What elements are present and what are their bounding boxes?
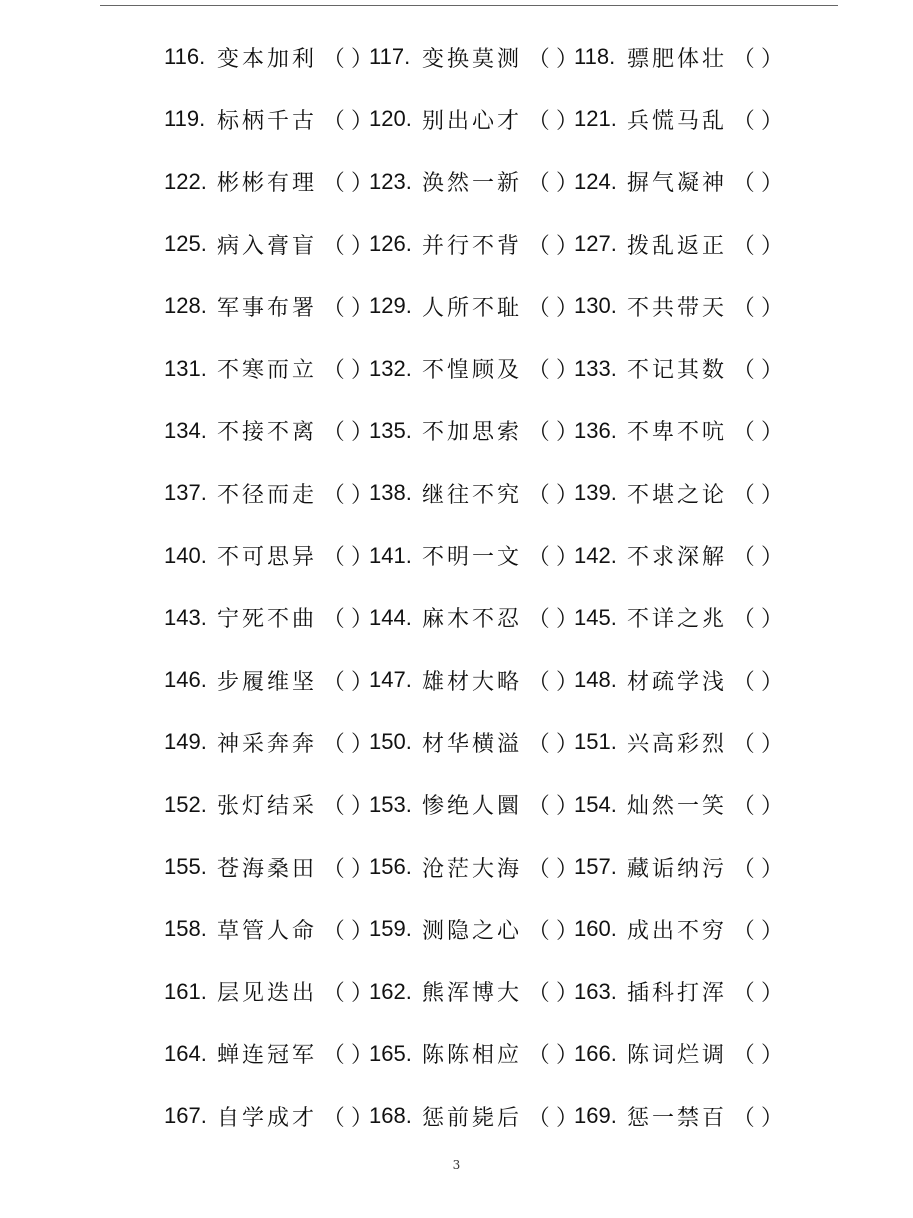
answer-blank-close: ） (351, 295, 374, 321)
item-number: 133. (574, 355, 617, 381)
idiom-text: 不可思异 (217, 545, 318, 571)
answer-blank-open: （ (527, 669, 551, 695)
exercise-item (369, 415, 579, 446)
answer-blank-close: ） (556, 482, 579, 508)
idiom-text: 惩前毙后 (422, 1105, 523, 1131)
item-number: 140. (164, 542, 207, 568)
item-number: 159. (369, 916, 412, 942)
exercise-item (164, 602, 374, 633)
idiom-text: 不明一文 (422, 545, 523, 571)
answer-blank-open: （ (527, 981, 551, 1007)
answer-blank-close: ） (761, 171, 784, 197)
item-number: 162. (369, 978, 412, 1004)
item-number: 137. (164, 480, 207, 506)
answer-blank-open: （ (322, 607, 346, 633)
answer-blank-open: （ (732, 981, 756, 1007)
idiom-text: 不径而走 (217, 482, 318, 508)
page-number: 3 (452, 1158, 461, 1172)
exercise-row (164, 26, 804, 88)
exercise-item (369, 353, 579, 384)
item-number: 123. (369, 168, 412, 194)
exercise-item (164, 166, 374, 197)
answer-blank-close: ） (556, 981, 579, 1007)
answer-blank-open: （ (732, 794, 756, 820)
answer-blank-close: ） (351, 46, 374, 72)
answer-blank-close: ） (761, 295, 784, 321)
item-number: 138. (369, 480, 412, 506)
exercise-row (164, 275, 804, 337)
item-number: 132. (369, 355, 412, 381)
exercise-item (164, 42, 374, 73)
answer-blank-open: （ (322, 295, 346, 321)
exercise-item (164, 1038, 374, 1069)
idiom-text: 军事布署 (217, 295, 318, 321)
exercise-row (164, 88, 804, 150)
idiom-text: 插科打浑 (627, 981, 728, 1007)
answer-blank-open: （ (322, 856, 346, 882)
answer-blank-open: （ (732, 731, 756, 757)
answer-blank-close: ） (351, 171, 374, 197)
answer-blank-close: ） (351, 607, 374, 633)
answer-blank-open: （ (527, 171, 551, 197)
exercise-item (574, 1038, 784, 1069)
idiom-text: 熊浑博大 (422, 981, 523, 1007)
answer-blank-close: ） (761, 918, 784, 944)
exercise-item (574, 415, 784, 446)
exercise-item (164, 104, 374, 135)
item-number: 165. (369, 1040, 412, 1066)
item-number: 127. (574, 231, 617, 257)
item-number: 121. (574, 106, 617, 132)
answer-blank-close: ） (351, 420, 374, 446)
answer-blank-open: （ (322, 233, 346, 259)
exercise-item (574, 789, 784, 820)
answer-blank-close: ） (556, 856, 579, 882)
answer-blank-close: ） (351, 1043, 374, 1069)
idiom-text: 不接不离 (217, 420, 318, 446)
exercise-row (164, 1023, 804, 1085)
exercise-item (164, 291, 374, 322)
idiom-text: 惨绝人圜 (422, 794, 523, 820)
answer-blank-open: （ (732, 918, 756, 944)
exercise-item (369, 540, 579, 571)
answer-blank-close: ） (556, 1105, 579, 1131)
exercise-item (369, 602, 579, 633)
exercise-row (164, 711, 804, 773)
idiom-text: 病入膏盲 (217, 233, 318, 259)
answer-blank-close: ） (351, 358, 374, 384)
exercise-item (164, 852, 374, 883)
answer-blank-open: （ (527, 482, 551, 508)
answer-blank-open: （ (732, 420, 756, 446)
exercise-item (574, 353, 784, 384)
item-number: 167. (164, 1103, 207, 1129)
exercise-item (574, 602, 784, 633)
item-number: 164. (164, 1040, 207, 1066)
idiom-text: 自学成才 (217, 1105, 318, 1131)
item-number: 157. (574, 854, 617, 879)
idiom-text: 别出心才 (422, 108, 523, 134)
exercise-row (164, 1085, 804, 1147)
idiom-text: 兵慌马乱 (627, 108, 728, 134)
answer-blank-open: （ (322, 981, 346, 1007)
idiom-text: 宁死不曲 (217, 607, 318, 633)
idiom-text: 继往不究 (422, 482, 523, 508)
exercise-item (574, 1101, 784, 1132)
exercise-item (574, 540, 784, 571)
idiom-text: 兴高彩烈 (627, 731, 728, 757)
answer-blank-close: ） (556, 731, 579, 757)
exercise-item (369, 852, 579, 883)
exercise-item (369, 914, 579, 945)
answer-blank-close: ） (556, 1043, 579, 1069)
answer-blank-close: ） (761, 420, 784, 446)
answer-blank-open: （ (322, 794, 346, 820)
exercise-item (164, 727, 374, 758)
answer-blank-open: （ (527, 545, 551, 571)
exercise-item (164, 353, 374, 384)
idiom-text: 骠肥体壮 (627, 46, 728, 72)
idiom-text: 拨乱返正 (627, 233, 728, 259)
idiom-text: 材华横溢 (422, 731, 523, 757)
answer-blank-open: （ (527, 233, 551, 259)
idiom-text: 藏诟纳污 (627, 856, 728, 882)
idiom-text: 灿然一笑 (627, 794, 728, 820)
exercise-item (369, 229, 579, 260)
item-number: 166. (574, 1040, 617, 1066)
item-number: 150. (369, 729, 412, 755)
exercise-item (574, 166, 784, 197)
answer-blank-close: ） (351, 108, 374, 134)
answer-blank-close: ） (761, 545, 784, 571)
exercise-item (574, 665, 784, 696)
exercise-item (164, 478, 374, 509)
answer-blank-open: （ (322, 46, 346, 72)
answer-blank-close: ） (761, 233, 784, 259)
exercise-row (164, 400, 804, 462)
idiom-text: 层见迭出 (217, 981, 318, 1007)
answer-blank-close: ） (761, 108, 784, 134)
exercise-item (369, 104, 579, 135)
exercise-row (164, 462, 804, 524)
exercise-item (369, 1038, 579, 1069)
answer-blank-close: ） (351, 856, 374, 882)
answer-blank-open: （ (322, 669, 346, 695)
idiom-text: 蝉连冠军 (217, 1043, 318, 1069)
answer-blank-close: ） (761, 731, 784, 757)
item-number: 154. (574, 791, 617, 817)
answer-blank-close: ） (556, 171, 579, 197)
answer-blank-open: （ (527, 731, 551, 757)
answer-blank-close: ） (351, 1105, 374, 1131)
answer-blank-close: ） (556, 607, 579, 633)
item-number: 134. (164, 417, 207, 443)
answer-blank-open: （ (732, 856, 756, 882)
idiom-text: 标柄千古 (217, 108, 318, 134)
answer-blank-open: （ (732, 295, 756, 321)
exercise-row (164, 213, 804, 275)
exercise-item (164, 229, 374, 260)
exercise-item (369, 1101, 579, 1132)
exercise-row (164, 898, 804, 960)
answer-blank-open: （ (322, 108, 346, 134)
item-number: 116. (164, 44, 206, 70)
exercise-item (369, 789, 579, 820)
idiom-text: 苍海桑田 (217, 856, 318, 882)
exercise-row (164, 524, 804, 586)
answer-blank-close: ） (761, 358, 784, 384)
item-number: 125. (164, 231, 207, 257)
item-number: 129. (369, 293, 412, 319)
answer-blank-open: （ (527, 46, 551, 72)
item-number: 146. (164, 667, 207, 693)
answer-blank-close: ） (761, 669, 784, 695)
exercise-row (164, 151, 804, 213)
item-number: 122. (164, 168, 207, 194)
answer-blank-close: ） (761, 1043, 784, 1069)
answer-blank-close: ） (556, 358, 579, 384)
item-number: 148. (574, 667, 617, 693)
answer-blank-open: （ (527, 1105, 551, 1131)
item-number: 130. (574, 293, 617, 319)
idiom-text: 陈词烂调 (627, 1043, 728, 1069)
exercise-item (369, 291, 579, 322)
exercise-item (369, 665, 579, 696)
answer-blank-close: ） (556, 233, 579, 259)
exercise-row (164, 337, 804, 399)
answer-blank-close: ） (761, 46, 784, 72)
idiom-text: 不共带天 (627, 295, 728, 321)
answer-blank-close: ） (761, 794, 784, 820)
exercise-item (369, 42, 579, 73)
idiom-text: 沧茫大海 (422, 856, 523, 882)
exercise-item (574, 291, 784, 322)
exercise-row (164, 836, 804, 898)
exercise-row (164, 960, 804, 1022)
answer-blank-open: （ (322, 1043, 346, 1069)
answer-blank-open: （ (732, 1105, 756, 1131)
answer-blank-open: （ (732, 1043, 756, 1069)
idiom-text: 麻木不忍 (422, 607, 523, 633)
item-number: 135. (369, 417, 412, 443)
item-number: 161. (164, 978, 207, 1004)
top-rule (100, 5, 838, 6)
answer-blank-open: （ (322, 918, 346, 944)
answer-blank-open: （ (527, 108, 551, 134)
exercise-item (164, 540, 374, 571)
answer-blank-close: ） (351, 545, 374, 571)
answer-blank-open: （ (527, 295, 551, 321)
exercise-item (574, 976, 784, 1007)
answer-blank-close: ） (351, 482, 374, 508)
answer-blank-open: （ (527, 1043, 551, 1069)
item-number: 156. (369, 854, 412, 879)
answer-blank-close: ） (556, 794, 579, 820)
item-number: 168. (369, 1103, 412, 1129)
answer-blank-close: ） (761, 607, 784, 633)
idiom-text: 陈陈相应 (422, 1043, 523, 1069)
answer-blank-close: ） (556, 420, 579, 446)
item-number: 155. (164, 854, 207, 879)
answer-blank-close: ） (556, 295, 579, 321)
answer-blank-open: （ (732, 358, 756, 384)
idiom-text: 神采奔奔 (217, 731, 318, 757)
answer-blank-open: （ (732, 545, 756, 571)
idiom-exercise-list (164, 26, 804, 1147)
answer-blank-open: （ (527, 918, 551, 944)
item-number: 131. (164, 355, 207, 381)
exercise-item (369, 166, 579, 197)
exercise-item (574, 478, 784, 509)
answer-blank-close: ） (761, 856, 784, 882)
idiom-text: 不堪之论 (627, 482, 728, 508)
exercise-item (574, 42, 784, 73)
exercise-item (574, 914, 784, 945)
item-number: 169. (574, 1103, 617, 1129)
answer-blank-close: ） (556, 669, 579, 695)
exercise-row (164, 587, 804, 649)
idiom-text: 张灯结采 (217, 794, 318, 820)
answer-blank-close: ） (556, 545, 579, 571)
item-number: 144. (369, 604, 412, 630)
idiom-text: 不详之兆 (627, 607, 728, 633)
answer-blank-open: （ (322, 545, 346, 571)
answer-blank-open: （ (732, 171, 756, 197)
answer-blank-close: ） (761, 1105, 784, 1131)
answer-blank-open: （ (322, 1105, 346, 1131)
answer-blank-open: （ (732, 607, 756, 633)
item-number: 126. (369, 231, 412, 257)
exercise-item (574, 229, 784, 260)
answer-blank-close: ） (351, 233, 374, 259)
idiom-text: 步履维坚 (217, 669, 318, 695)
idiom-text: 材疏学浅 (627, 669, 728, 695)
answer-blank-open: （ (527, 794, 551, 820)
idiom-text: 变本加利 (217, 46, 318, 72)
answer-blank-open: （ (322, 482, 346, 508)
item-number: 147. (369, 667, 412, 693)
item-number: 151. (574, 729, 617, 755)
answer-blank-open: （ (527, 607, 551, 633)
exercise-item (164, 976, 374, 1007)
answer-blank-open: （ (527, 856, 551, 882)
exercise-item (369, 478, 579, 509)
idiom-text: 并行不背 (422, 233, 523, 259)
answer-blank-open: （ (527, 420, 551, 446)
answer-blank-close: ） (556, 46, 579, 72)
exercise-item (164, 665, 374, 696)
idiom-text: 不加思索 (422, 420, 523, 446)
answer-blank-close: ） (351, 731, 374, 757)
answer-blank-open: （ (322, 171, 346, 197)
item-number: 152. (164, 791, 207, 817)
answer-blank-open: （ (732, 482, 756, 508)
idiom-text: 惩一禁百 (627, 1105, 728, 1131)
answer-blank-close: ） (351, 794, 374, 820)
idiom-text: 不卑不吭 (627, 420, 728, 446)
item-number: 145. (574, 604, 617, 630)
idiom-text: 变换莫测 (422, 46, 523, 72)
item-number: 117. (369, 44, 411, 70)
idiom-text: 草管人命 (217, 918, 318, 944)
item-number: 136. (574, 417, 617, 443)
answer-blank-open: （ (732, 669, 756, 695)
item-number: 143. (164, 604, 207, 630)
item-number: 119. (164, 106, 206, 132)
item-number: 118. (574, 44, 616, 70)
answer-blank-close: ） (351, 918, 374, 944)
item-number: 142. (574, 542, 617, 568)
idiom-text: 不寒而立 (217, 358, 318, 384)
exercise-row (164, 649, 804, 711)
idiom-text: 彬彬有理 (217, 171, 318, 197)
exercise-item (164, 789, 374, 820)
exercise-item (164, 1101, 374, 1132)
answer-blank-open: （ (322, 358, 346, 384)
answer-blank-close: ） (556, 918, 579, 944)
answer-blank-open: （ (732, 233, 756, 259)
exercise-item (164, 415, 374, 446)
exercise-item (574, 104, 784, 135)
answer-blank-close: ） (556, 108, 579, 134)
exercise-item (369, 727, 579, 758)
answer-blank-close: ） (351, 981, 374, 1007)
idiom-text: 摒气凝神 (627, 171, 728, 197)
idiom-text: 不记其数 (627, 358, 728, 384)
exercise-item (574, 852, 784, 883)
item-number: 158. (164, 916, 207, 942)
idiom-text: 人所不耻 (422, 295, 523, 321)
answer-blank-open: （ (322, 731, 346, 757)
answer-blank-open: （ (732, 108, 756, 134)
item-number: 124. (574, 168, 617, 194)
idiom-text: 测隐之心 (422, 918, 523, 944)
idiom-text: 成出不穷 (627, 918, 728, 944)
idiom-text: 雄材大略 (422, 669, 523, 695)
answer-blank-close: ） (351, 669, 374, 695)
item-number: 163. (574, 978, 617, 1004)
exercise-item (574, 727, 784, 758)
item-number: 153. (369, 791, 412, 817)
exercise-item (369, 976, 579, 1007)
exercise-item (164, 914, 374, 945)
idiom-text: 不惶顾及 (422, 358, 523, 384)
answer-blank-open: （ (322, 420, 346, 446)
item-number: 149. (164, 729, 207, 755)
answer-blank-close: ） (761, 981, 784, 1007)
idiom-text: 涣然一新 (422, 171, 523, 197)
item-number: 139. (574, 480, 617, 506)
idiom-text: 不求深解 (627, 545, 728, 571)
answer-blank-open: （ (732, 46, 756, 72)
item-number: 141. (369, 542, 412, 568)
answer-blank-close: ） (761, 482, 784, 508)
exercise-row (164, 774, 804, 836)
item-number: 120. (369, 106, 412, 132)
item-number: 128. (164, 293, 207, 319)
answer-blank-open: （ (527, 358, 551, 384)
item-number: 160. (574, 916, 617, 942)
